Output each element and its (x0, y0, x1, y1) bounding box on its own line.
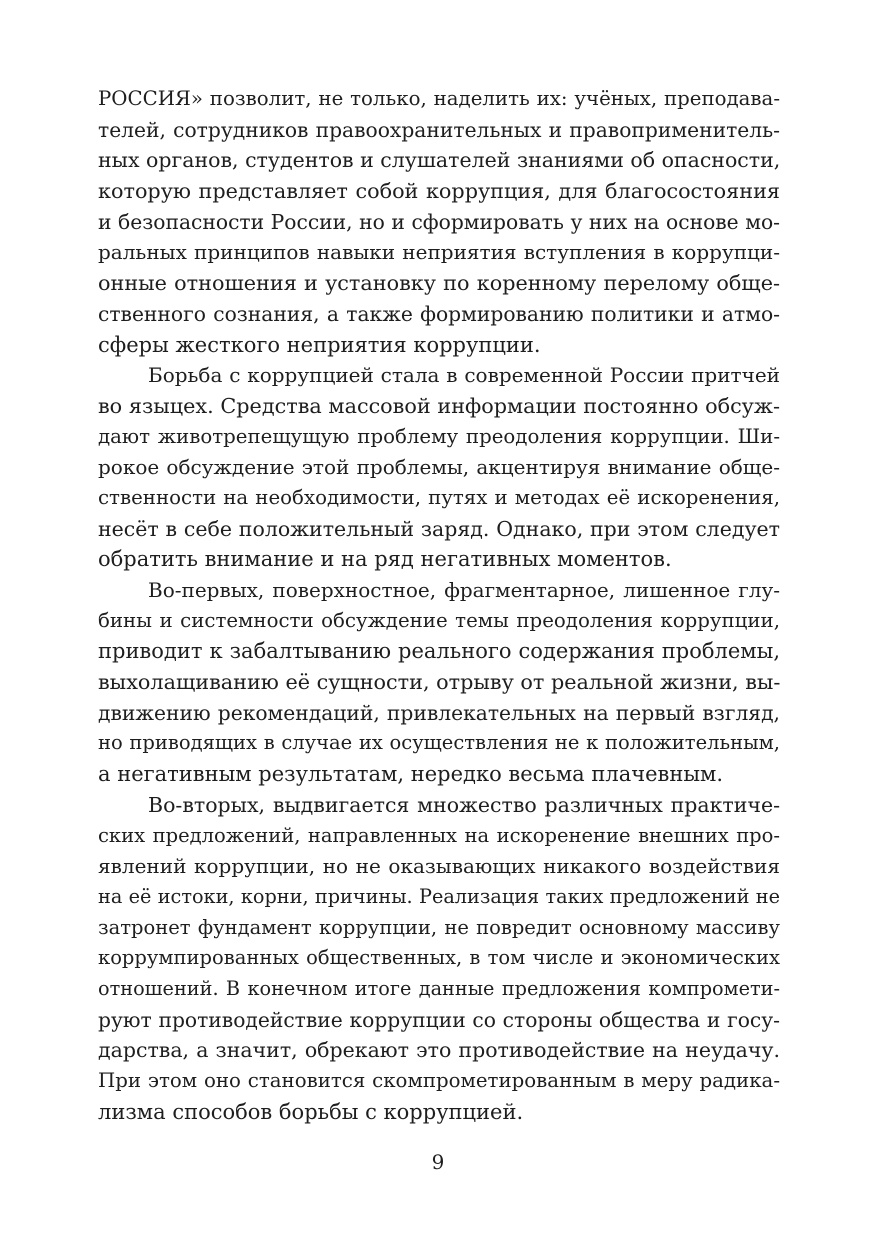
text-line: а негативным результатам, нередко весьма плачевным. (98, 762, 724, 787)
text-line: Во-вторых, выдвигается множество различных практиче- (148, 792, 780, 817)
text-line: бины и системности обсуждение темы преодоления коррупции, (98, 608, 780, 632)
text-line: обратить внимание и на ряд негативных моментов. (98, 547, 672, 572)
text-line: и безопасности России, но и сформировать у них на основе мо- (98, 209, 780, 234)
text-line: коррумпированных общественных, в том числе и экономических (98, 946, 780, 970)
text-line: сферы жесткого неприятия коррупции. (98, 332, 541, 357)
text-line: При этом оно становится скомпрометированным в меру радика- (98, 1069, 780, 1092)
page-number: 9 (431, 1150, 445, 1174)
text-line: РОССИЯ» позволит, не только, наделить их: учёных, преподава- (98, 87, 780, 110)
text-line: выхолащиванию её сущности, отрыву от реальной жизни, вы- (98, 670, 781, 695)
text-line: движению рекомендаций, привлекательных на первый взгляд, (98, 700, 780, 725)
paragraph-2 (98, 360, 780, 575)
text-line: лизма способов борьбы с коррупцией. (98, 1099, 524, 1124)
text-line: телей, сотрудников правоохранительных и правоприменитель- (98, 117, 780, 142)
text-line: приводит к забалтыванию реального содержания проблемы, (98, 639, 780, 664)
text-line: Во-первых, поверхностное, фрагментарное, лишенное глу- (148, 578, 780, 602)
text-line: ральных принципов навыки неприятия вступления в коррупци- (98, 240, 780, 265)
text-line: которую представляет собой коррупция, для благосостояния (98, 179, 780, 204)
text-line: ственности на необходимости, путях и методах её искоренения, (98, 485, 780, 509)
text-line: несёт в себе положительный заряд. Однако, при этом следует (98, 516, 780, 541)
text-line: явлений коррупции, но не оказывающих никакого воздействия (98, 854, 780, 879)
text-line: рокое обсуждение этой проблемы, акцентируя внимание обще- (98, 455, 780, 480)
text-line: ных органов, студентов и слушателей знаниями об опасности, (98, 148, 781, 173)
text-line: во языцех. Средства массовой информации постоянно обсуж- (98, 393, 780, 418)
text-line: на её истоки, корни, причины. Реализация таких предложений не (98, 884, 780, 908)
text-line: онные отношения и установку по коренному перелому обще- (98, 271, 780, 296)
paragraph-1 (98, 84, 780, 360)
text-line: затронет фундамент коррупции, не повредит основному массиву (98, 915, 780, 939)
text-line: ских предложений, направленных на искоренение внешних про- (98, 823, 780, 847)
text-line: но приводящих в случае их осуществления не к положительным, (98, 731, 780, 755)
text-line: руют противодействие коррупции со стороны общества и госу- (98, 1007, 780, 1032)
text-line: Борьба с коррупцией стала в современной России притчей (148, 363, 780, 388)
text-line: дают животрепещущую проблему преодоления коррупции. Ши- (98, 424, 780, 448)
text-line: дарства, а значит, обрекают это противодействие на неудачу. (98, 1038, 780, 1063)
paragraph-3 (98, 575, 780, 790)
paragraph-4 (98, 790, 780, 1128)
text-line: отношений. В конечном итоге данные предложения компромети- (98, 976, 780, 1000)
body-text (98, 84, 780, 1127)
text-line: ственного сознания, а также формированию политики и атмо- (98, 301, 780, 326)
